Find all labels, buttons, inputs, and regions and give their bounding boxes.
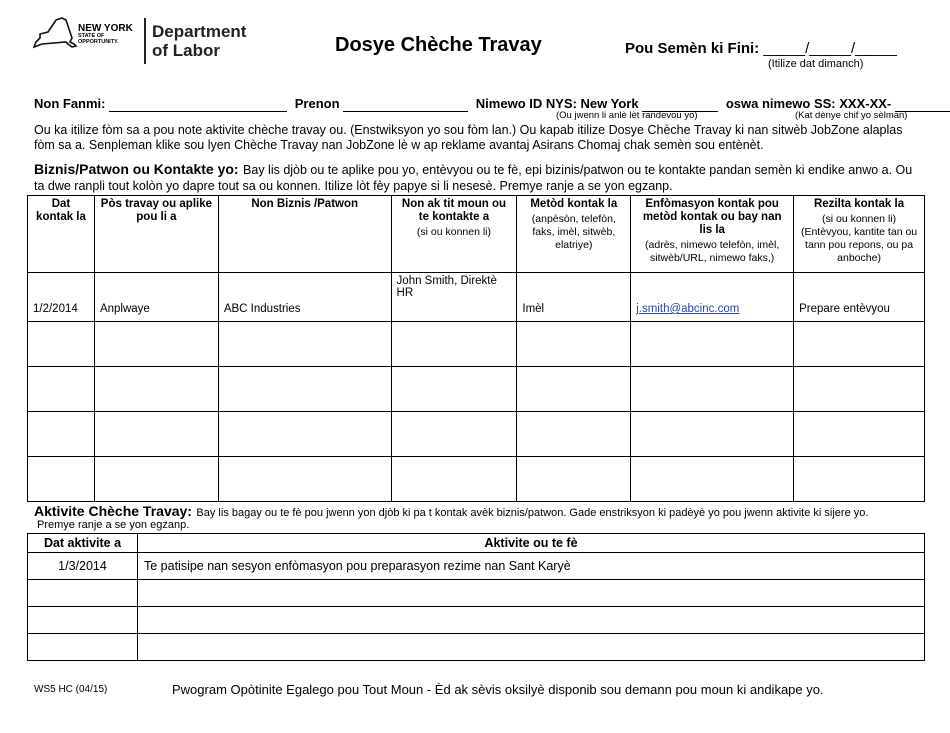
example-position[interactable]: Anplwaye <box>94 273 218 322</box>
ny-logo-line3: OPPORTUNITY. <box>78 39 119 45</box>
week-ending <box>625 40 897 57</box>
table-cell[interactable] <box>28 580 138 607</box>
table-cell[interactable] <box>218 457 391 502</box>
table-row <box>28 607 925 634</box>
week-label: Pou Semèn ki Fini: <box>625 40 760 57</box>
table-cell[interactable] <box>138 634 925 661</box>
col-header-method: Metòd kontak la (anpèsòn, telefòn, faks, imèl, sitwèb, elatriye) <box>517 196 631 273</box>
example-result[interactable]: Prepare entèvyou <box>794 273 925 322</box>
table-cell[interactable] <box>94 322 218 367</box>
activities-header-row <box>28 534 925 553</box>
col-header-contact-info: Enfòmasyon kontak pou metòd kontak ou bay nan lis la (adrès, nimewo telefòn, imèl, sitwèb/URL, nimewo faks,) <box>631 196 794 273</box>
first-name-field[interactable] <box>343 96 468 112</box>
last-name-label: Non Fanmi: <box>34 96 106 111</box>
table-cell[interactable] <box>517 322 631 367</box>
ny-logo-text <box>78 24 133 45</box>
example-method[interactable]: Imèl <box>517 273 631 322</box>
first-name-label: Prenon <box>294 96 340 111</box>
contacts-section-intro <box>34 162 919 194</box>
table-cell[interactable] <box>391 412 517 457</box>
col-header-result: Rezilta kontak la (si ou konnen li) (Entèvyou, kantite tan ou tann pou repons, ou pa anboche) <box>794 196 925 273</box>
example-activity[interactable]: Te patisipe nan sesyon enfòmasyon pou preparasyon rezime nan Sant Karyè <box>138 553 925 580</box>
table-cell[interactable] <box>218 322 391 367</box>
activities-note: Premye ranje a se yon egzanp. <box>37 519 190 531</box>
table-cell[interactable] <box>28 634 138 661</box>
table-cell[interactable] <box>138 607 925 634</box>
table-cell[interactable] <box>28 457 95 502</box>
table-row <box>28 580 925 607</box>
col-header-date: Dat kontak la <box>28 196 95 273</box>
table-cell[interactable] <box>391 457 517 502</box>
contacts-heading: Biznis/Patwon ou Kontakte yo: <box>34 161 239 177</box>
table-cell[interactable] <box>794 457 925 502</box>
ss-note: (Kat dènye chif yo sèlman) <box>795 110 908 121</box>
table-cell[interactable] <box>28 412 95 457</box>
example-activity-date[interactable]: 1/3/2014 <box>28 553 138 580</box>
logo-divider <box>144 18 146 64</box>
table-cell[interactable] <box>517 367 631 412</box>
table-cell[interactable] <box>631 457 794 502</box>
activities-table <box>27 533 925 661</box>
table-cell[interactable] <box>631 322 794 367</box>
dept-line1: Department <box>152 22 247 41</box>
table-cell[interactable] <box>218 367 391 412</box>
activities-description: Bay lis bagay ou te fè pou jwenn yon djòb ki pa t kontak avèk biznis/patwon. Gade enstriksyon ki padèyè yo pou jwenn aktivite ki sijere yo. <box>196 507 869 519</box>
col-header-activity-date: Dat aktivite a <box>28 534 138 553</box>
table-cell[interactable] <box>28 607 138 634</box>
table-cell[interactable] <box>517 412 631 457</box>
table-row <box>28 634 925 661</box>
week-note: (Itilize dat dimanch) <box>768 58 864 70</box>
ss-label: oswa nimewo SS: XXX-XX- <box>725 96 892 111</box>
table-cell[interactable] <box>517 457 631 502</box>
table-cell[interactable] <box>28 322 95 367</box>
table-cell[interactable] <box>138 580 925 607</box>
table-cell[interactable] <box>94 457 218 502</box>
page-title: Dosye Chèche Travay <box>335 34 542 56</box>
table-row <box>28 553 925 580</box>
table-cell[interactable] <box>631 367 794 412</box>
table-cell[interactable] <box>218 412 391 457</box>
col-header-activity: Aktivite ou te fè <box>138 534 925 553</box>
last-name-field[interactable] <box>109 96 287 112</box>
contacts-header-row <box>28 196 925 273</box>
table-row <box>28 273 925 322</box>
table-cell[interactable] <box>794 412 925 457</box>
form-code: WS5 HC (04/15) <box>34 684 108 695</box>
week-date-field[interactable]: _____/_____/_____ <box>763 40 897 57</box>
table-row <box>28 457 925 502</box>
dept-line2: of Labor <box>152 41 220 60</box>
example-person[interactable]: John Smith, Direktè HR <box>391 273 517 322</box>
dept-of-labor-logo <box>152 22 246 60</box>
col-header-business: Non Biznis /Patwon <box>218 196 391 273</box>
example-contact-info[interactable] <box>631 273 794 322</box>
table-cell[interactable] <box>94 412 218 457</box>
table-row <box>28 367 925 412</box>
table-cell[interactable] <box>391 322 517 367</box>
example-email-link[interactable]: j.smith@abcinc.com <box>636 303 740 315</box>
intro-text: Ou ka itilize fòm sa a pou note aktivite chèche travay ou. (Enstwiksyon yo sou fòm lan.) Ou kapab itilize Dosye Chèche Travay ki nan sitwèb JobZone alaplas fòm sa a. Senpleman klike sou lyen Chèche Travay nan JobZone lè w ap reklame avantaj Asirans Chomaj chak semèn sou entènèt. <box>34 123 903 152</box>
col-header-position: Pòs travay ou aplike pou li a <box>94 196 218 273</box>
footer-text: Pwogram Opòtinite Egalego pou Tout Moun - Èd ak sèvis oksilyè disponib sou demann pou moun ki andikape yo. <box>172 682 824 697</box>
nys-id-label: Nimewo ID NYS: New York <box>475 96 639 111</box>
ny-state-map-icon <box>32 14 78 54</box>
table-cell[interactable] <box>391 367 517 412</box>
id-note: (Ou jwenn li anlè lèt randevou yo) <box>556 110 698 121</box>
table-cell[interactable] <box>94 367 218 412</box>
table-cell[interactable] <box>28 367 95 412</box>
example-date[interactable]: 1/2/2014 <box>28 273 95 322</box>
ny-logo-line2: STATE OF <box>78 33 105 39</box>
activities-heading: Aktivite Chèche Travay: <box>34 503 192 519</box>
ny-logo-line1: NEW YORK <box>78 23 133 34</box>
contacts-description: Bay lis djòb ou te aplike pou yo, entèvyou ou te fè, epi bizinis/patwon ou te kontakte pandan semèn ki endike anwo a. Ou ta dwe ranpli tout kolòn yo dapre tout sa ou konnen. Itilize lòt fèy papye si li nesesè. Premye ranje a se yon egzanp. <box>34 163 913 193</box>
table-row <box>28 412 925 457</box>
table-cell[interactable] <box>794 367 925 412</box>
table-cell[interactable] <box>794 322 925 367</box>
contacts-table <box>27 195 925 502</box>
table-cell[interactable] <box>631 412 794 457</box>
example-business[interactable]: ABC Industries <box>218 273 391 322</box>
col-header-person: Non ak tit moun ou te kontakte a (si ou konnen li) <box>391 196 517 273</box>
table-row <box>28 322 925 367</box>
